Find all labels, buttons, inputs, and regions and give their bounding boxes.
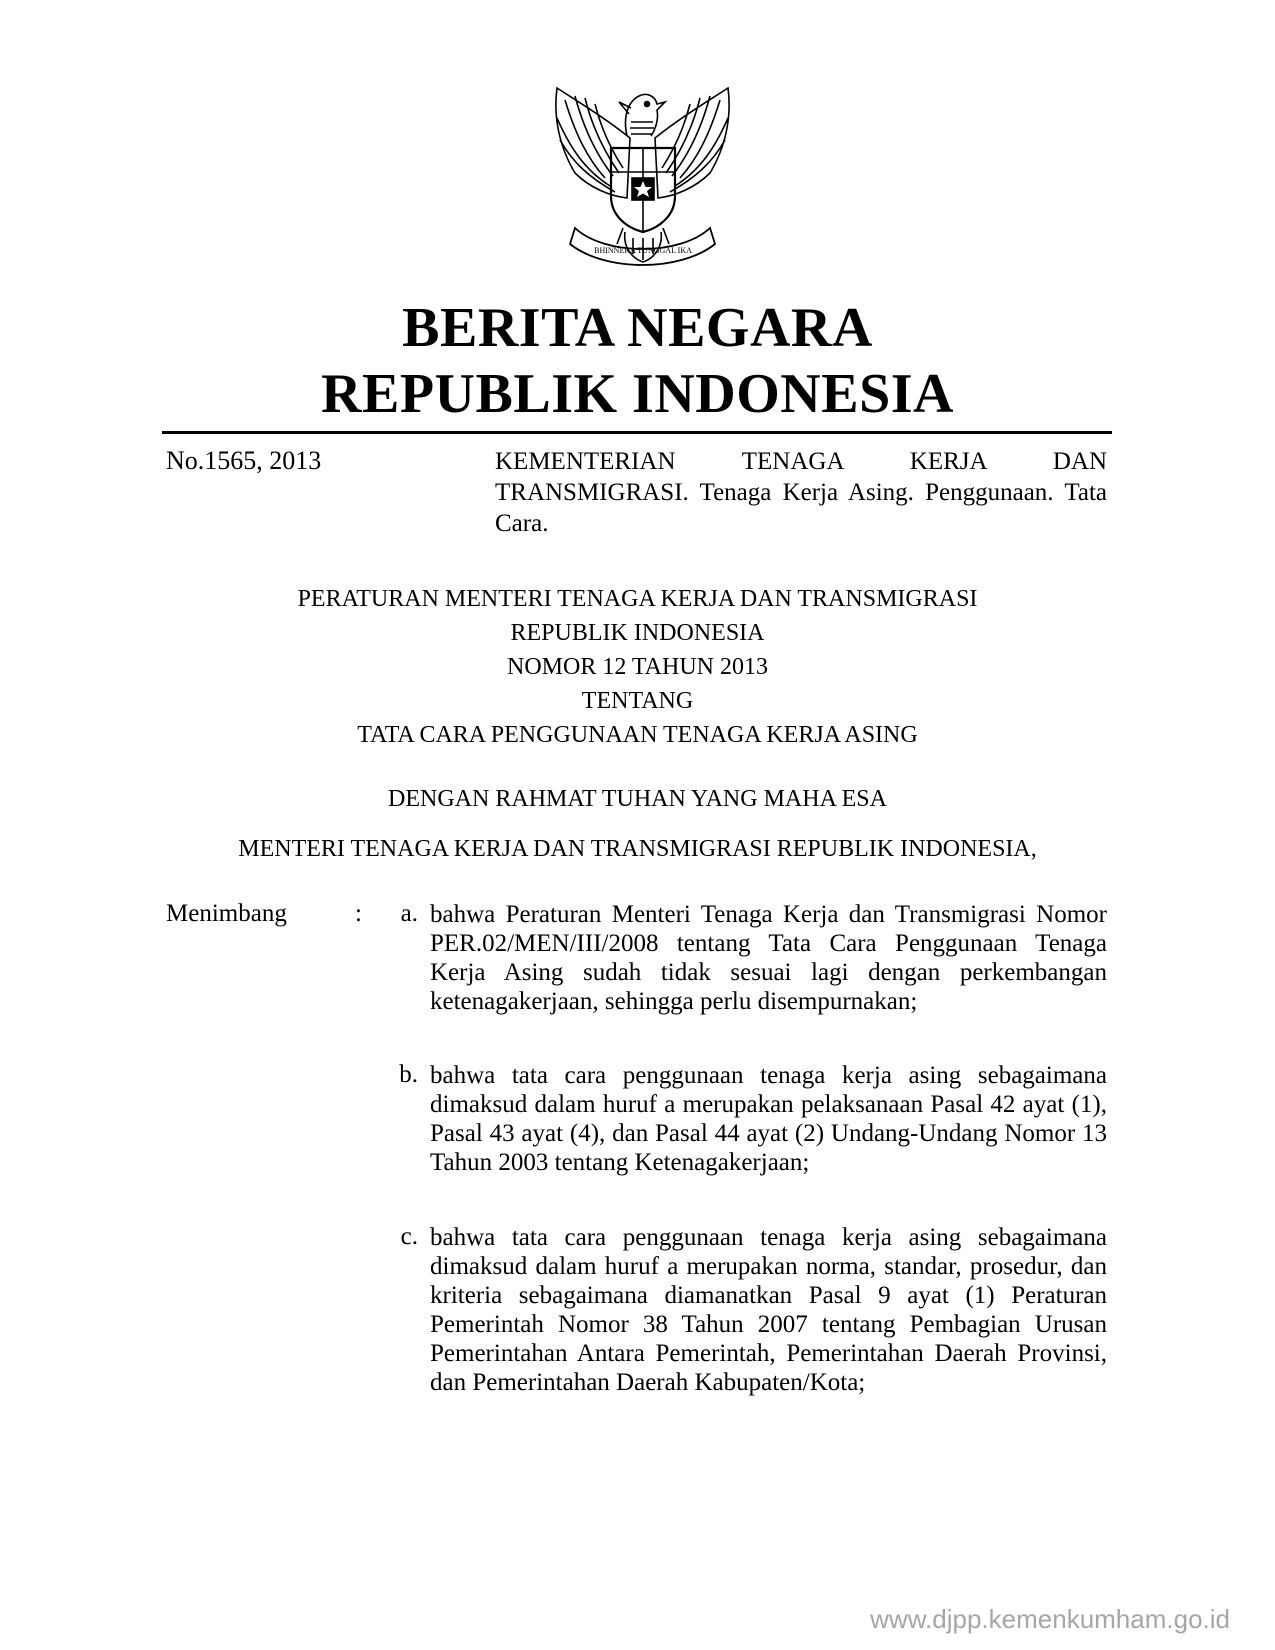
considering-colon: : [355,900,362,927]
emblem-motto: BHINNEKA TUNGGAL IKA [594,246,692,255]
header-divider [162,431,1112,434]
newspaper-title-line1: BERITA NEGARA [402,297,873,359]
footer-url: www.djpp.kemenkumham.go.id [870,1604,1230,1634]
considering-item-text: bahwa tata cara penggunaan tenaga kerja asing sebagaimana dimaksud dalam huruf a merupakan pelaksanaan Pasal 42 ayat (1), Pasal 43 ayat (4), dan Pasal 44 ayat (2) Undang-Undang Nomor 13 Tahun 2003 tentang Ketenagakerjaan; [430,1062,1107,1176]
regulation-number: NOMOR 12 TAHUN 2013 [507,654,768,680]
regulation-tentang: TENTANG [581,688,694,714]
regulation-heading [0,582,1275,752]
considering-item-letter: c. [400,1223,418,1250]
considering-item-text: bahwa Peraturan Menteri Tenaga Kerja dan Transmigrasi Nomor PER.02/MEN/III/2008 tentang Tata Cara Penggunaan Tenaga Kerja Asing sudah tidak sesuai lagi dengan perkembangan ketenagakerjaan, sehingga perlu disempurnakan; [430,901,1107,1015]
regulation-title-line2: REPUBLIK INDONESIA [510,620,765,646]
newspaper-title-line2: REPUBLIK INDONESIA [321,363,954,425]
document-number: No.1565, 2013 [166,446,322,475]
considering-item-letter: a. [400,900,418,927]
considering-item-letter: b. [399,1061,418,1088]
regulation-title-line1: PERATURAN MENTERI TENAGA KERJA DAN TRANSMIGRASI [297,586,978,612]
regulation-subject: TATA CARA PENGGUNAAN TENAGA KERJA ASING [357,722,918,748]
preamble-menteri: MENTERI TENAGA KERJA DAN TRANSMIGRASI REPUBLIK INDONESIA, [238,836,1037,862]
garuda-emblem-icon [535,78,750,278]
preamble-rahmat: DENGAN RAHMAT TUHAN YANG MAHA ESA [388,786,887,812]
considering-label: Menimbang [166,900,287,927]
considering-item-text: bahwa tata cara penggunaan tenaga kerja asing sebagaimana dimaksud dalam huruf a merupakan norma, standar, prosedur, dan kriteria sebagaimana diamanatkan Pasal 9 ayat (1) Peraturan Pemerintah Nomor 38 Tahun 2007 tentang Pembagian Urusan Pemerintahan Antara Pemerintah, Pemerintahan Daerah Provinsi, dan Pemerintahan Daerah Kabupaten/Kota; [430,1224,1107,1396]
document-subject: KEMENTERIAN TENAGA KERJA DAN TRANSMIGRASI. Tenaga Kerja Asing. Penggunaan. Tata Cara. [495,448,1107,537]
